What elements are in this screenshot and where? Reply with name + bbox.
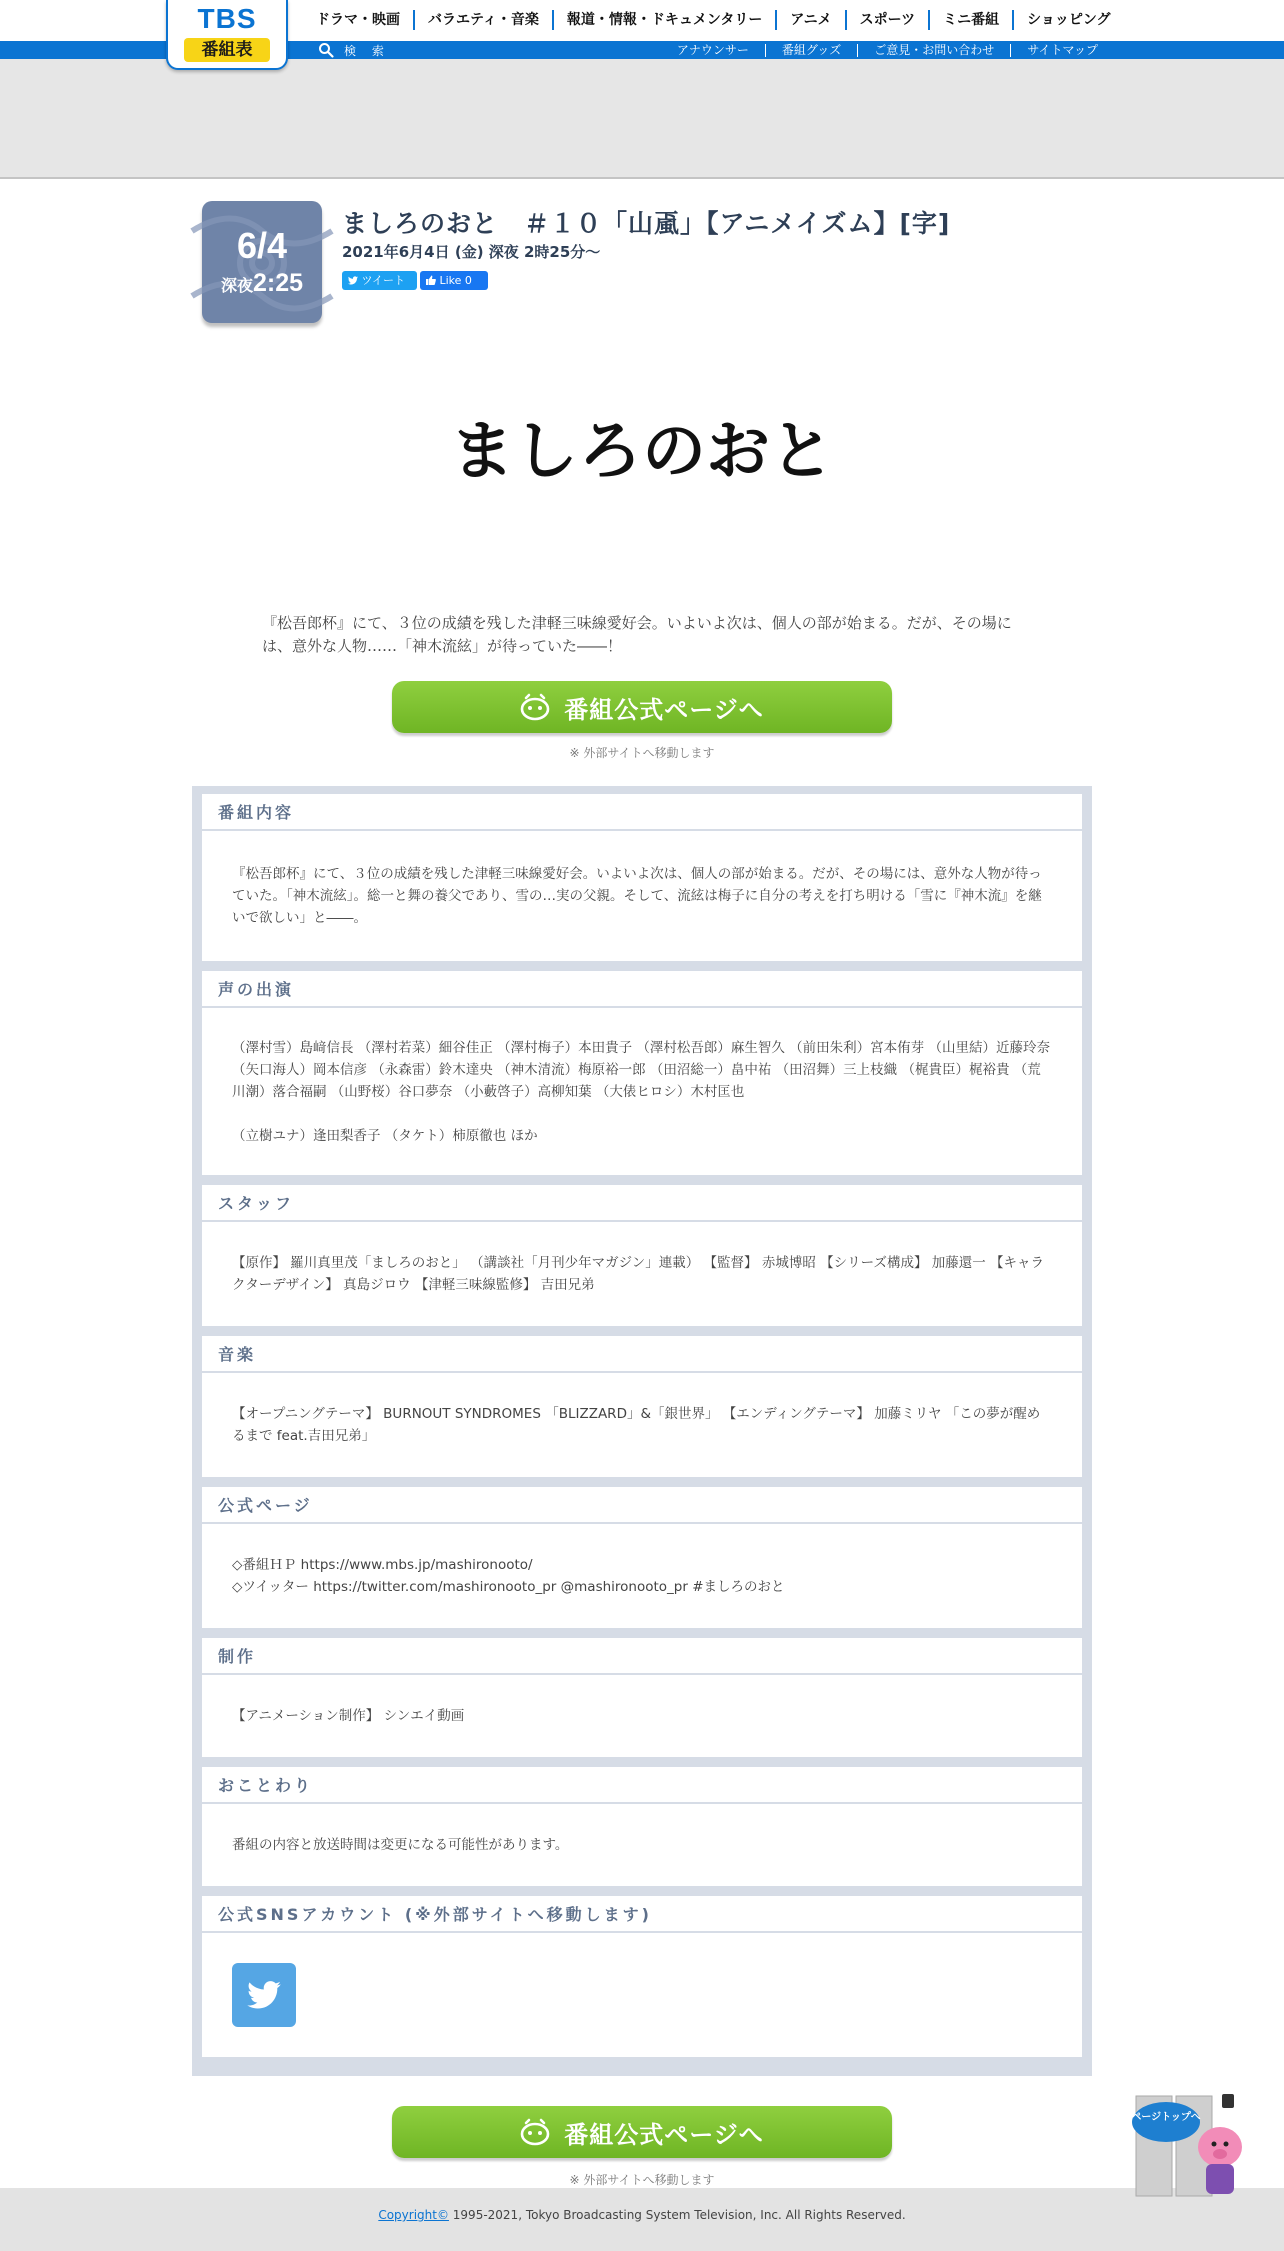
twitter-bird-icon [247,1981,281,2009]
external-note-top: ※ 外部サイトへ移動します [569,746,715,760]
program-lead: 『松吾郎杯』にて、３位の成績を残した津軽三味線愛好会。いよいよ次は、個人の部が始まる。だが、その場には、意外な人物……「神木流絃」が待っていた――！ [262,614,1012,655]
section-staff [202,1185,1082,1326]
copyright-text: 1995-2021, Tokyo Broadcasting System Television, Inc. All Rights Reserved. [448,2208,906,2222]
section-music-body [202,1373,1082,1477]
copyright-link[interactable]: Copyright© [378,2208,449,2222]
section-cast [202,971,1082,1175]
official-page-label-top: 番組公式ページへ [564,695,764,724]
official-hp-link[interactable]: ◇番組ＨＰ https://www.mbs.jp/mashironooto/ [232,1557,533,1573]
content-text: 『松吾郎杯』にて、３位の成績を残した津軽三味線愛好会。いよいよ次は、個人の部が始まる。だが、その場には、意外な人物が待っていた。「神木流絃」。総一と舞の養父であり、雪の…実の父親。そして、流絃は梅子に自分の考えを打ち明ける「雪に『神木流』を継いで欲しい」と――。 [232,866,1042,926]
section-notice-body [202,1804,1082,1886]
smile-face-icon [520,2119,550,2145]
section-music-heading: 音楽 [202,1336,1082,1373]
official-twitter-link[interactable]: ◇ツイッター https://twitter.com/mashironooto_pr @mashironooto_pr #ましろのおと [232,1579,785,1595]
nav-announcer[interactable]: アナウンサー [676,42,749,57]
section-sns [202,1896,1082,2057]
page-top-label: ページトップへ [1131,2112,1201,2123]
twitter-account-button[interactable] [232,1963,296,2027]
section-staff-heading: スタッフ [202,1185,1082,1222]
nav-goods[interactable]: 番組グッズ [765,44,857,57]
section-notice-heading: おことわり [202,1767,1082,1804]
section-sns-heading: 公式SNSアカウント (※外部サイトへ移動します) [202,1896,1082,1933]
utility-nav [661,41,1114,59]
search-icon [318,42,334,58]
production-text: 【アニメーション制作】 シンエイ動画 [232,1708,465,1724]
official-page-button-top[interactable] [392,681,892,733]
search-button[interactable] [318,41,390,59]
notice-text: 番組の内容と放送時間は変更になる可能性があります。 [232,1837,569,1853]
section-production [202,1638,1082,1757]
section-production-body [202,1675,1082,1757]
site-footer [0,2188,1284,2251]
thumbs-up-icon [426,275,436,285]
like-label: Like 0 [439,274,472,287]
program-air-date: 2021年6月4日 (金) 深夜 2時25分〜 [342,243,601,261]
nav-shopping[interactable]: ショッピング [1012,10,1123,30]
official-page-label-bottom: 番組公式ページへ [564,2120,764,2149]
section-sns-body [202,1933,1082,2057]
official-page-button-bottom[interactable] [392,2106,892,2158]
program-detail-panel [192,786,1092,2076]
section-content-body [202,831,1082,961]
section-official [202,1487,1082,1628]
section-cast-body [202,1008,1082,1175]
date-day: 6/4 [236,225,288,266]
music-text: 【オープニングテーマ】 BURNOUT SYNDROMES 「BLIZZARD」&「銀世界」 【エンディングテーマ】 加藤ミリヤ 「この夢が醒めるまで feat.吉田兄弟」 [232,1406,1041,1444]
cast-text: （澤村雪）島﨑信長 （澤村若菜）細谷佳正 （澤村梅子）本田貴子 （澤村松吾郎）麻生智久 （前田朱利）宮本侑芽 （山里結）近藤玲奈 （矢口海人）岡本信彦 （永森雷）鈴木達央 （神木清流）梅原裕一郎 （田沼総一）畠中祐 （田沼舞）三上枝織 （梶貴臣）梶裕貴 （荒川潮）落合福嗣 （山野桜）谷口夢奈 （小藪啓子）高柳知葉 （大俵ヒロシ）木村匡也 [232,1039,1050,1100]
broadcast-date-badge [202,201,322,323]
section-content-heading: 番組内容 [202,794,1082,831]
staff-text: 【原作】 羅川真里茂「ましろのおと」 （講談社「月刊少年マガジン」連載） 【監督】 赤城博昭 【シリーズ構成】 加藤還一 【キャラクターデザイン】 真島ジロウ 【津軽三味線監修】 吉田兄弟 [232,1255,1045,1293]
twitter-bird-icon [348,276,358,285]
tweet-button[interactable] [342,271,417,290]
section-production-heading: 制作 [202,1638,1082,1675]
logo-bangumi-text: 番組表 [184,38,270,62]
site-header [0,0,1284,60]
elevator-indicator-icon [1222,2094,1234,2108]
genre-nav [304,8,1124,32]
page-top-button[interactable] [1130,2092,1250,2202]
section-notice [202,1767,1082,1886]
tweet-label: ツイート [361,274,405,287]
date-time-value: 2:25 [252,269,304,297]
nav-anime[interactable]: アニメ [775,10,844,30]
cast-text-extra: （立樹ユナ）逢田梨香子 （タケト）柿原徹也 ほか [232,1127,538,1144]
section-music [202,1336,1082,1477]
logo-tbs-text: TBS [197,3,257,34]
nav-mini[interactable]: ミニ番組 [928,10,1012,30]
nav-contact[interactable]: ご意見・お問い合わせ [857,44,1010,57]
section-official-heading: 公式ページ [202,1487,1082,1524]
section-content [202,794,1082,961]
nav-drama[interactable]: ドラマ・映画 [316,12,400,28]
tbs-bangumi-logo[interactable] [166,0,288,70]
program-title: ましろのおと ＃１０「山颪」【アニメイズム】[字] [342,209,951,238]
series-logo-text: ましろのおと [450,414,834,489]
ad-banner-area [0,59,1284,179]
series-logo [450,405,834,495]
nav-sports[interactable]: スポーツ [845,10,928,30]
section-staff-body [202,1222,1082,1326]
facebook-like-button[interactable] [420,271,488,290]
nav-news[interactable]: 報道・情報・ドキュメンタリー [552,10,775,30]
section-cast-heading: 声の出演 [202,971,1082,1008]
search-label: 検 索 [344,43,390,58]
section-official-body [202,1524,1082,1628]
external-note-bottom: ※ 外部サイトへ移動します [569,2173,715,2187]
nav-variety[interactable]: バラエティ・音楽 [413,10,552,30]
date-time-prefix: 深夜 [220,276,253,295]
date-time [202,269,322,298]
pig-mascot-icon [1198,2127,1242,2167]
smile-face-icon [520,694,550,720]
nav-sitemap[interactable]: サイトマップ [1010,44,1114,57]
